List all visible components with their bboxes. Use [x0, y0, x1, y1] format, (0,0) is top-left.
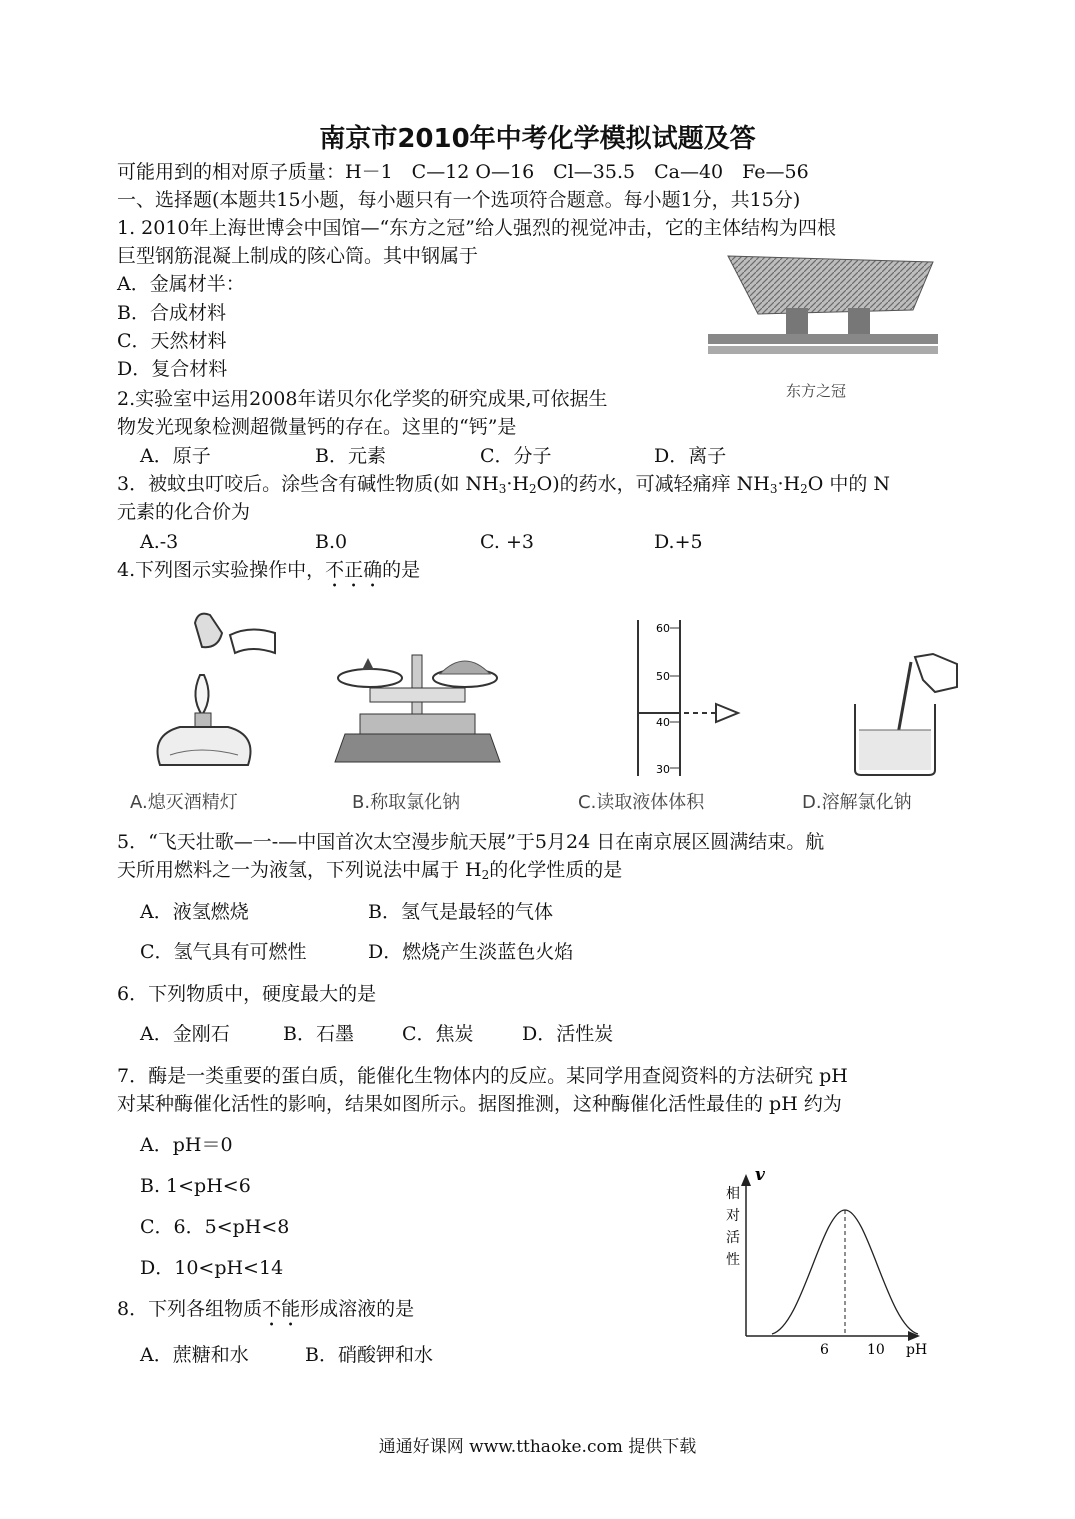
q2-option-c: C．分子: [480, 445, 552, 467]
cylinder-tick-30: 30: [656, 763, 670, 776]
figure-c-caption: C.读取液体体积: [578, 792, 705, 813]
graph-y-symbol: v: [755, 1166, 765, 1185]
q6-option-b: B．石墨: [283, 1023, 354, 1045]
cylinder-tick-40: 40: [656, 716, 670, 729]
q5-option-b: B．氢气是最轻的气体: [368, 901, 553, 923]
q2-option-a: A．原子: [140, 445, 211, 467]
q7-line2: 对某种酶催化活性的影响，结果如图所示。据图推测，这种酶催化活性最佳的 pH 约为: [117, 1093, 842, 1115]
figure-b-caption: B.称取氯化钠: [352, 792, 461, 813]
q3-line2: 元素的化合价为: [117, 501, 251, 523]
q3-option-a: A.-3: [140, 531, 179, 553]
q6-option-a: A．金刚石: [140, 1023, 230, 1045]
q2-line2: 物发光现象检测超微量钙的存在。这里的“钙”是: [117, 416, 517, 438]
figure-d-caption: D.溶解氯化钠: [802, 792, 912, 813]
q3-option-b: B.0: [315, 531, 348, 553]
figure-a-caption: A.熄灭酒精灯: [130, 792, 238, 813]
graph-x-tick-6: 6: [820, 1342, 829, 1358]
ph-activity-graph: [722, 1166, 937, 1361]
q5-option-a: A．液氢燃烧: [140, 901, 249, 923]
q3-option-d: D.+5: [654, 531, 703, 553]
q5-option-c: C．氢气具有可燃性: [140, 941, 307, 963]
q8-option-a: A．蔗糖和水: [140, 1344, 249, 1366]
q2-option-d: D．离子: [654, 445, 727, 467]
graph-y-label-2: 对: [726, 1208, 740, 1224]
q6-stem: 6．下列物质中，硬度最大的是: [117, 983, 377, 1005]
graph-y-label-3: 活: [726, 1230, 740, 1246]
alcohol-lamp-figure: [140, 605, 280, 780]
graph-x-tick-10: 10: [867, 1342, 885, 1358]
graph-y-label-1: 相: [726, 1186, 740, 1202]
q1-option-a: A．金属材半：: [117, 273, 245, 295]
q7-line1: 7．酶是一类重要的蛋白质，能催化生物体内的反应。某同学用查阅资料的方法研究 pH: [117, 1065, 848, 1087]
q5-line2: 天所用燃料之一为液氢，下列说法中属于 $H_2$的化学性质的是: [117, 859, 623, 882]
q8-option-b: B．硝酸钾和水: [305, 1344, 433, 1366]
beaker-figure: [845, 652, 960, 777]
cylinder-tick-50: 50: [656, 670, 670, 683]
q6-option-c: C．焦炭: [402, 1023, 474, 1045]
q6-option-d: D．活性炭: [522, 1023, 614, 1045]
q2-option-b: B．元素: [315, 445, 386, 467]
q3-option-c: C. +3: [480, 531, 534, 553]
q1-option-c: C．天然材料: [117, 330, 227, 352]
cylinder-tick-60: 60: [656, 622, 670, 635]
q7-option-d: D．10<pH<14: [140, 1257, 284, 1279]
q1-line1: 1. 2010年上海世博会中国馆—“东方之冠”给人强烈的视觉冲击，它的主体结构为四根: [117, 217, 836, 239]
graph-y-label-4: 性: [726, 1252, 740, 1268]
q8-stem: 8．下列各组物质不能形成溶液的是: [117, 1298, 415, 1320]
graph-x-label: pH: [906, 1342, 928, 1358]
q7-option-b: B. 1<pH<6: [140, 1175, 251, 1197]
page-title: 南京市2010年中考化学模拟试题及答: [319, 124, 756, 154]
atomic-masses: 可能用到的相对原子质量：H－1 C—12 O—16 Cl—35.5 Ca—40 Fe—56: [117, 161, 809, 183]
q1-line2: 巨型钢筋混凝上制成的陔心筒。其中钢属于: [117, 245, 479, 267]
china-pavilion-photo: [708, 248, 938, 363]
photo-caption: 东方之冠: [786, 382, 847, 400]
q7-option-c: C．6．5<pH<8: [140, 1216, 290, 1238]
measuring-cylinder-figure: [620, 618, 770, 778]
footer-source: 通通好课网 www.tthaoke.com 提供下载: [378, 1437, 697, 1457]
q5-line1: 5．“飞天壮歌—一-—中国首次太空漫步航天展”于5月24 日在南京展区圆满结束。航: [117, 831, 825, 853]
q7-option-a: A．pH＝0: [140, 1134, 233, 1156]
section-heading: 一、选择题(本题共15小题，每小题只有一个选项符合题意。每小题1分，共15分): [117, 189, 801, 211]
balance-figure: [330, 650, 505, 770]
q4-stem: 4.下列图示实验操作中，不正确的是: [117, 559, 421, 581]
q3-line1: 3．被蚊虫叮咬后。涂些含有碱性物质(如 $NH_3\cdot H_2O$)的药水，可减轻痛痒 $NH_3\cdot H_2O$ 中的 N: [117, 473, 891, 496]
q5-option-d: D．燃烧产生淡蓝色火焰: [368, 941, 574, 963]
q1-option-d: D．复合材料: [117, 358, 228, 380]
q1-option-b: B．合成材料: [117, 302, 226, 324]
q2-line1: 2.实验室中运用2008年诺贝尔化学奖的研究成果,可依据生: [117, 388, 608, 410]
